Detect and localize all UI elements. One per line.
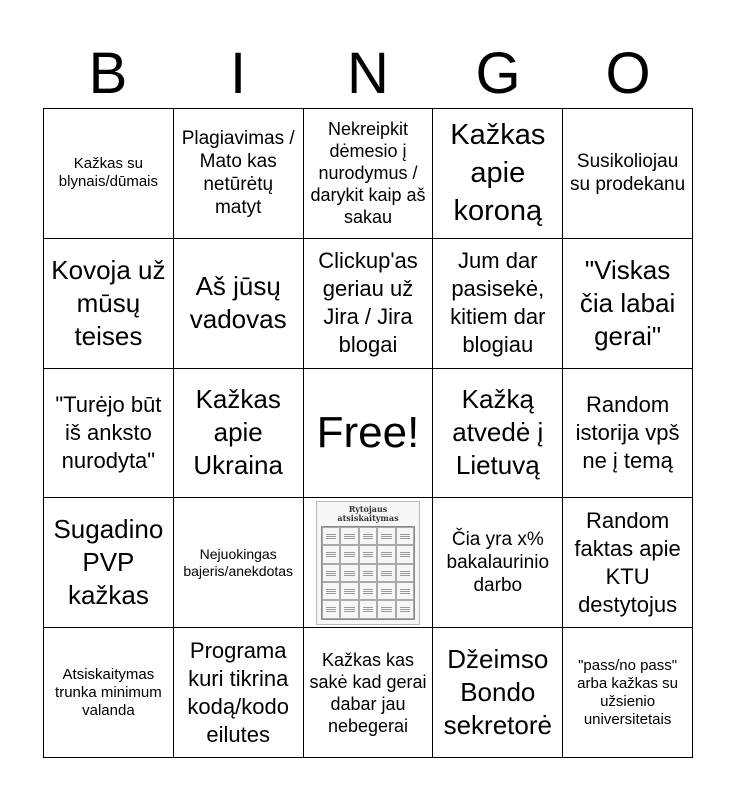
cell-text: Kažkas su blynais/dūmais [58,155,158,191]
cell-text: Random istorija vpš ne į temą [575,391,680,473]
cell-text: Kažkas apie Ukraina [193,384,283,481]
bingo-cell[interactable] [174,628,304,758]
cell-text: Kažkas kas sakė kad gerai dabar jau nebegerai [309,649,427,736]
thumbnail-title: Rytojaus atsiskaitymas [337,503,399,523]
cell-text: Programa kuri tikrina kodą/kodo eilutes [187,637,289,747]
bingo-cell[interactable] [433,239,563,369]
bingo-cell[interactable] [304,109,434,239]
thumbnail-grid [321,526,415,620]
cell-text: Aš jūsų vadovas [189,271,287,335]
cell-text: Kažką atvedė į Lietuvą [452,384,544,481]
bingo-cell[interactable] [174,369,304,499]
bingo-cell[interactable] [563,109,693,239]
header-letter-g: G [475,41,521,106]
bingo-cell[interactable] [563,628,693,758]
bingo-cell-image[interactable] [304,498,434,628]
bingo-cell[interactable] [174,109,304,239]
bingo-cell[interactable] [304,239,434,369]
bingo-cell[interactable] [563,239,693,369]
bingo-grid [43,108,693,758]
bingo-cell[interactable] [304,628,434,758]
cell-text: Nejuokingas bajeris/anekdotas [183,545,294,579]
cell-text: Plagiavimas / Mato kas netūrėtų matyt [181,128,295,219]
header-letter-b: B [88,41,128,106]
bingo-header [43,41,693,106]
bingo-cell-free[interactable] [304,369,434,499]
bingo-cell[interactable] [433,498,563,628]
free-space-text: Free! [316,407,420,457]
bingo-cell[interactable] [433,109,563,239]
cell-text: Kažkas apie koroną [450,119,546,228]
header-letter-n: N [347,41,389,106]
cell-text: Susikoliojau su prodekanu [570,151,686,196]
cell-text: Sugadino PVP kažkas [53,514,164,611]
bingo-cell[interactable] [563,369,693,499]
bingo-cell[interactable] [44,628,174,758]
cell-text: Random faktas apie KTU destytojus [574,507,681,617]
cell-text: "pass/no pass" arba kažkas su užsienio universitetais [577,656,679,728]
cell-text: "Viskas čia labai gerai" [579,254,676,351]
header-letter-o: O [605,41,651,106]
cell-text: Nekreipkit dėmesio į nurodymus / darykit kaip aš sakau [310,119,426,228]
bingo-cell[interactable] [174,239,304,369]
bingo-cell[interactable] [44,239,174,369]
header-letter-i: I [229,41,247,106]
cell-text: Jum dar pasisekė, kitiem dar blogiau [450,248,546,358]
cell-text: Džeimso Bondo sekretorė [443,644,552,741]
bingo-cell[interactable] [44,369,174,499]
cell-text: Atsiskaitymas trunka minimum valanda [55,665,162,719]
bingo-cell[interactable] [44,498,174,628]
cell-text: Clickup'as geriau už Jira / Jira blogai [318,248,418,358]
cell-text: "Turėjo būt iš anksto nurodyta" [55,391,162,473]
cell-text: Čia yra x% bakalaurinio darbo [446,529,550,597]
bingo-cell[interactable] [433,369,563,499]
bingo-cell[interactable] [563,498,693,628]
bingo-card-thumbnail [316,501,420,625]
bingo-cell[interactable] [174,498,304,628]
cell-text: Kovoja už mūsų teises [51,254,166,351]
bingo-cell[interactable] [433,628,563,758]
bingo-cell[interactable] [44,109,174,239]
